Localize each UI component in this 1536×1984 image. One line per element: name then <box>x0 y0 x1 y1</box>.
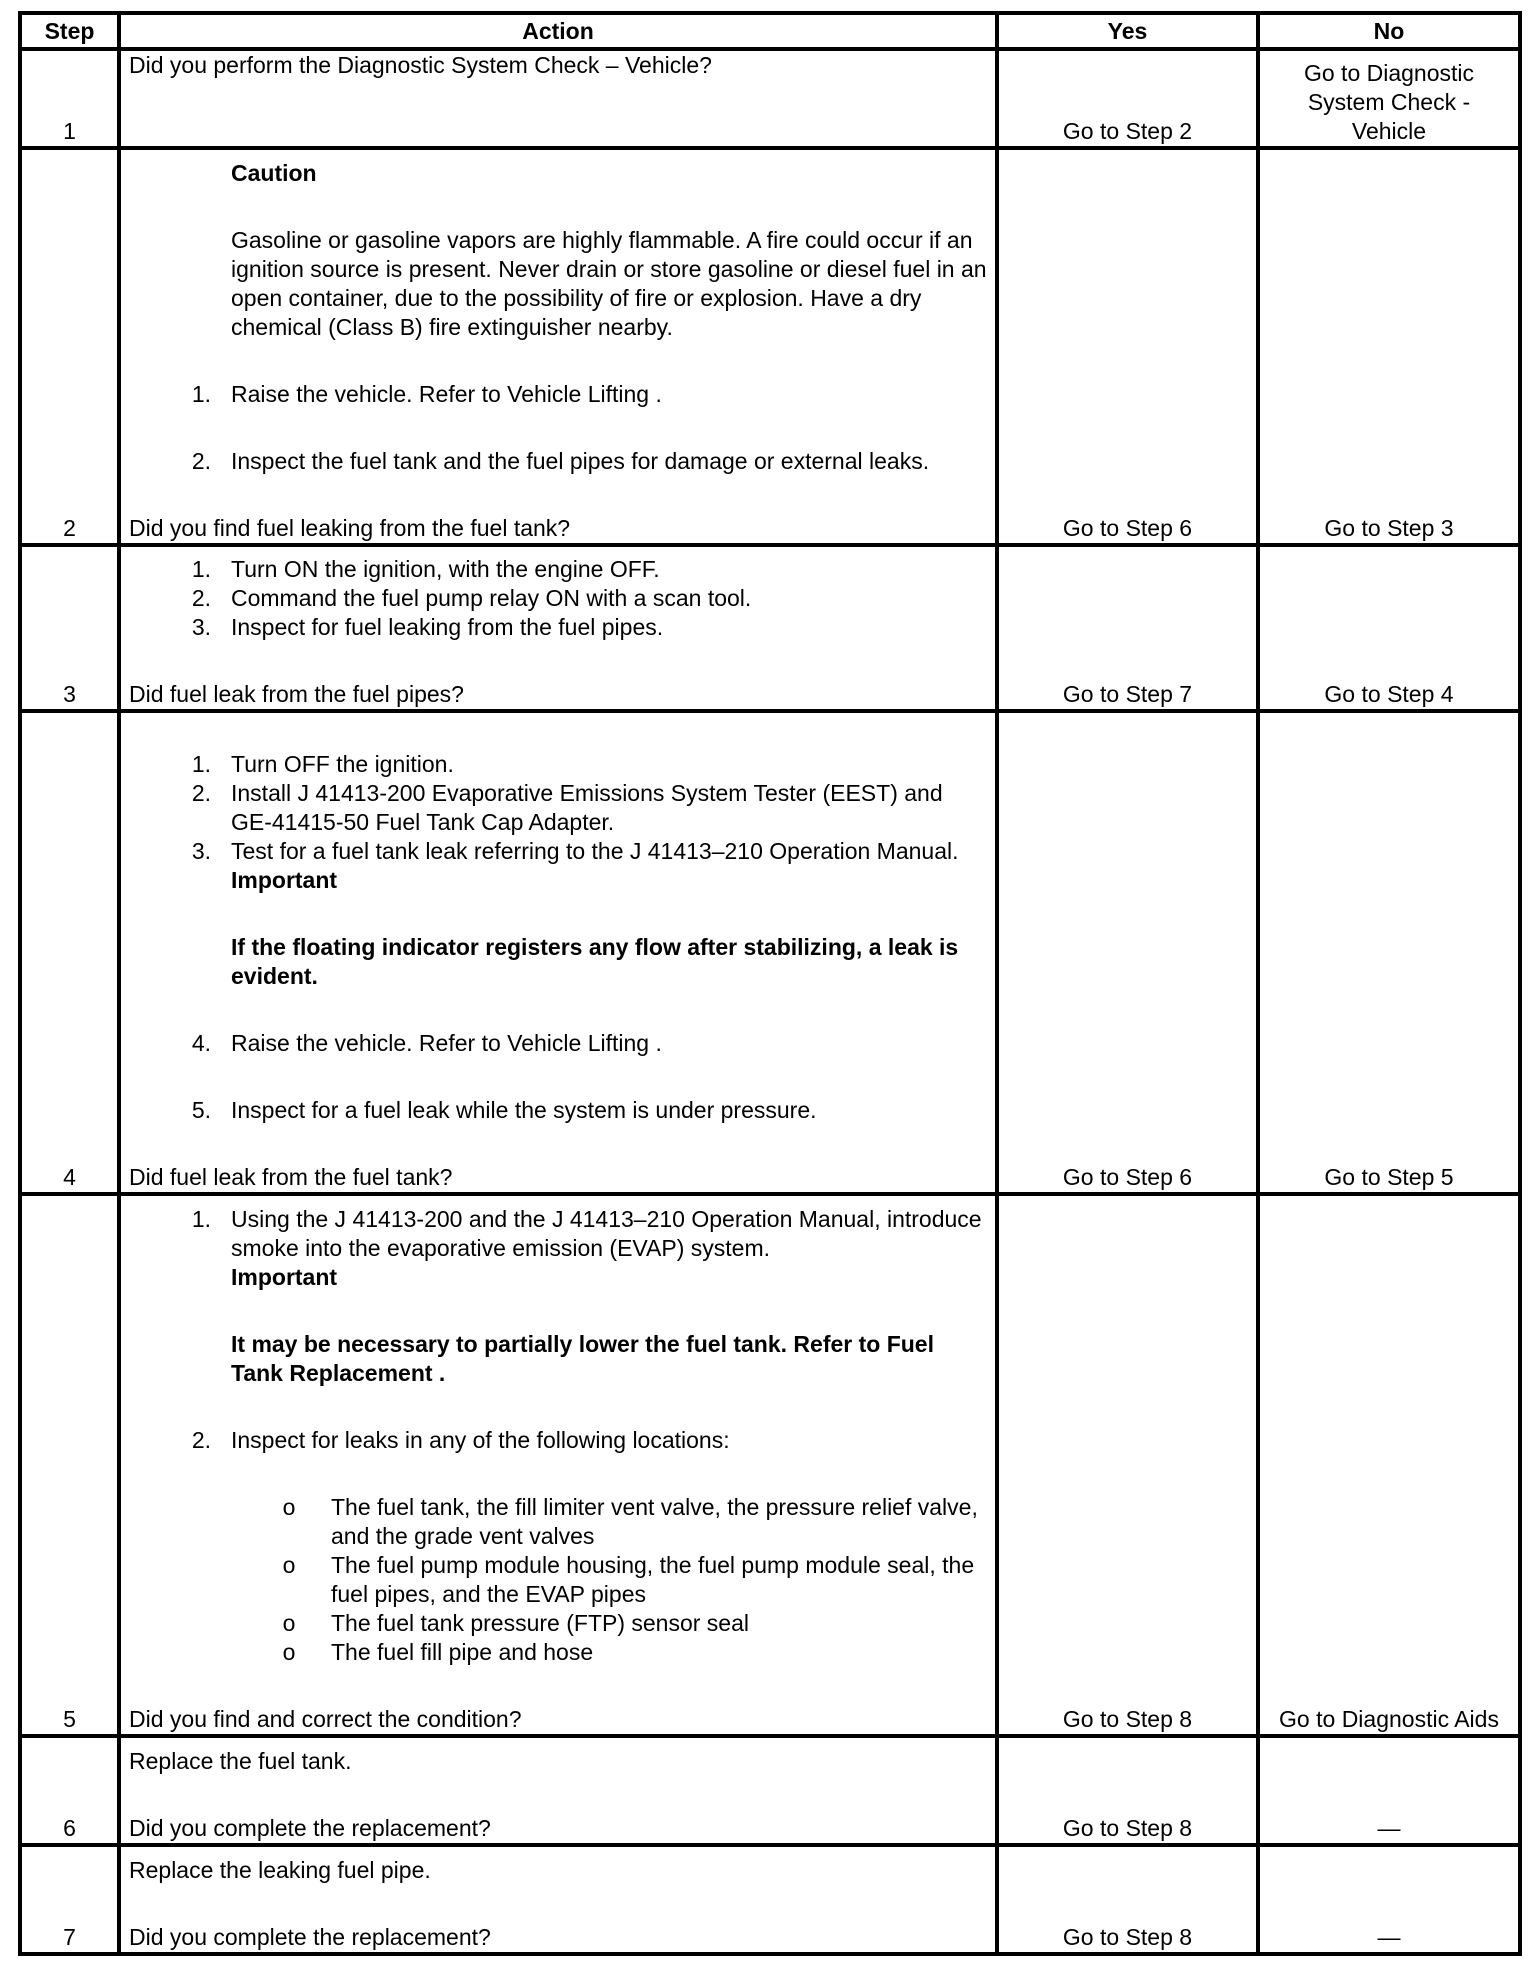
yes-cell: Go to Step 8 <box>997 1736 1258 1845</box>
list-item: 2. Inspect for leaks in any of the following locations: <box>191 1427 730 1453</box>
no-cell: Go to Diagnostic System Check - Vehicle <box>1258 49 1520 148</box>
list-item: 4. Raise the vehicle. Refer to Vehicle Lifting . <box>191 1030 662 1056</box>
instruction-list <box>129 1096 987 1125</box>
yes-cell: Go to Step 6 <box>997 711 1258 1194</box>
instruction-list <box>129 1426 987 1455</box>
yes-cell: Go to Step 6 <box>997 148 1258 545</box>
instruction-list <box>129 1029 987 1058</box>
header-step: Step <box>20 13 119 49</box>
yes-cell: Go to Step 7 <box>997 545 1258 711</box>
bullet-icon: o <box>282 1639 296 1665</box>
instruction-list <box>129 380 987 409</box>
action-text: Replace the leaking fuel pipe. <box>129 1857 431 1883</box>
yes-cell: Go to Step 2 <box>997 49 1258 148</box>
table-row-step-2 <box>20 148 1520 545</box>
header-row <box>20 13 1520 49</box>
list-item: 3. Test for a fuel tank leak referring to the J 41413–210 Operation Manual. <box>191 838 959 864</box>
action-cell <box>119 1194 997 1736</box>
question-text: Did you perform the Diagnostic System Check – Vehicle? <box>129 52 712 78</box>
step-number: 2 <box>20 148 119 545</box>
no-cell: — <box>1258 1845 1520 1954</box>
question-text: Did fuel leak from the fuel tank? <box>129 1164 453 1190</box>
instruction-list <box>129 1205 987 1263</box>
list-item: 5. Inspect for a fuel leak while the system is under pressure. <box>191 1097 817 1123</box>
caution-title: Caution <box>231 160 317 186</box>
table-row-step-7 <box>20 1845 1520 1954</box>
list-item: 2. Install J 41413-200 Evaporative Emissions System Tester (EEST) and GE-41415-50 Fuel Tank Cap Adapter. <box>191 780 943 835</box>
location-list <box>129 1493 987 1667</box>
yes-cell: Go to Step 8 <box>997 1845 1258 1954</box>
important-text: It may be necessary to partially lower the fuel tank. Refer to Fuel Tank Replacement . <box>231 1331 934 1386</box>
table-row-step-1 <box>20 49 1520 148</box>
list-item: o The fuel tank pressure (FTP) sensor seal <box>129 1609 987 1638</box>
table-row-step-5 <box>20 1194 1520 1736</box>
list-item: 3. Inspect for fuel leaking from the fuel pipes. <box>191 614 664 640</box>
list-item: o The fuel tank, the fill limiter vent valve, the pressure relief valve, and the grade vent valves <box>129 1493 987 1551</box>
bullet-icon: o <box>282 1610 296 1636</box>
list-item: 2. Command the fuel pump relay ON with a scan tool. <box>191 585 752 611</box>
list-item: o The fuel pump module housing, the fuel pump module seal, the fuel pipes, and the EVAP pipes <box>129 1551 987 1609</box>
question-text: Did you complete the replacement? <box>129 1924 491 1950</box>
caution-text: Gasoline or gasoline vapors are highly flammable. A fire could occur if an ignition source is present. Never drain or store gasoline or diesel fuel in an open container, due to the possibility of fire or explosion. Have a dry chemical (Class B) fire extinguisher nearby. <box>231 227 987 340</box>
question-text: Did fuel leak from the fuel pipes? <box>129 681 464 707</box>
instruction-list <box>129 750 987 866</box>
action-cell <box>119 148 997 545</box>
no-cell: Go to Diagnostic Aids <box>1258 1194 1520 1736</box>
step-number: 5 <box>20 1194 119 1736</box>
yes-cell: Go to Step 8 <box>997 1194 1258 1736</box>
list-item: 1. Turn OFF the ignition. <box>191 751 454 777</box>
action-text: Replace the fuel tank. <box>129 1748 352 1774</box>
action-cell <box>119 545 997 711</box>
action-cell <box>119 49 997 148</box>
step-number: 1 <box>20 49 119 148</box>
list-item: 1. Raise the vehicle. Refer to Vehicle Lifting . <box>191 381 662 407</box>
header-no: No <box>1258 13 1520 49</box>
question-text: Did you complete the replacement? <box>129 1815 491 1841</box>
step-number: 7 <box>20 1845 119 1954</box>
table-row-step-6 <box>20 1736 1520 1845</box>
list-item: o The fuel fill pipe and hose <box>129 1638 987 1667</box>
no-cell: Go to Step 5 <box>1258 711 1520 1194</box>
list-item: 2. Inspect the fuel tank and the fuel pipes for damage or external leaks. <box>191 448 930 474</box>
bullet-icon: o <box>282 1552 296 1578</box>
instruction-list <box>129 447 987 476</box>
step-number: 4 <box>20 711 119 1194</box>
header-yes: Yes <box>997 13 1258 49</box>
important-title: Important <box>231 867 338 893</box>
instruction-list <box>129 555 987 642</box>
table-row-step-3 <box>20 545 1520 711</box>
action-cell <box>119 711 997 1194</box>
table-row-step-4 <box>20 711 1520 1194</box>
header-action: Action <box>119 13 997 49</box>
no-cell: Go to Step 4 <box>1258 545 1520 711</box>
action-cell <box>119 1845 997 1954</box>
diagnostic-table <box>18 11 1522 1956</box>
step-number: 6 <box>20 1736 119 1845</box>
step-number: 3 <box>20 545 119 711</box>
question-text: Did you find fuel leaking from the fuel tank? <box>129 515 571 541</box>
important-title: Important <box>231 1264 338 1290</box>
no-cell: Go to Step 3 <box>1258 148 1520 545</box>
list-item: 1. Turn ON the ignition, with the engine OFF. <box>191 556 660 582</box>
bullet-icon: o <box>282 1494 296 1520</box>
important-text: If the floating indicator registers any flow after stabilizing, a leak is evident. <box>231 934 959 989</box>
question-text: Did you find and correct the condition? <box>129 1706 522 1732</box>
action-cell <box>119 1736 997 1845</box>
list-item: 1. Using the J 41413-200 and the J 41413–210 Operation Manual, introduce smoke into the evaporative emission (EVAP) system. <box>191 1206 982 1261</box>
no-cell: — <box>1258 1736 1520 1845</box>
